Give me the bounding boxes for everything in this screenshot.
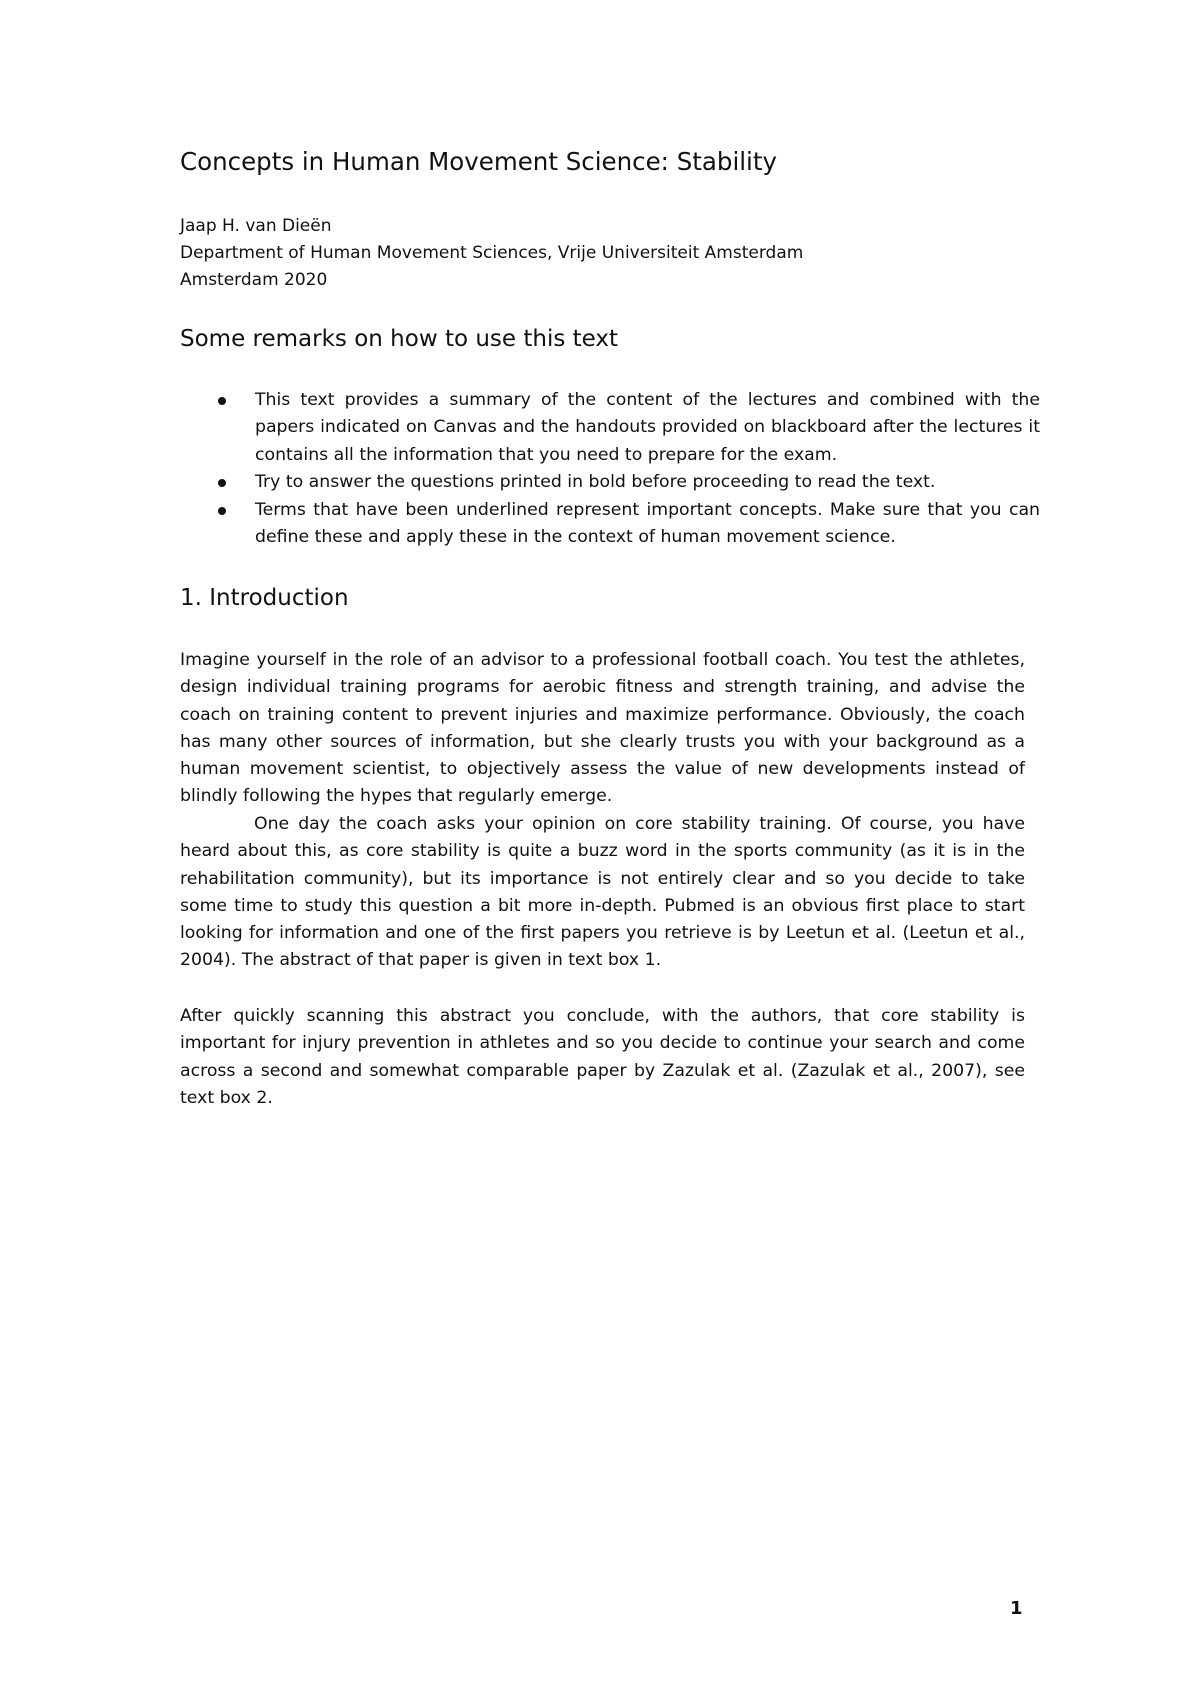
list-item <box>180 497 1040 552</box>
bullet-icon <box>218 397 226 405</box>
bullet-icon <box>218 507 226 515</box>
document-title: Concepts in Human Movement Science: Stability <box>180 147 777 176</box>
page-number: 1 <box>1010 1598 1023 1619</box>
remarks-heading: Some remarks on how to use this text <box>180 326 619 352</box>
intro-paragraph-1: Imagine yourself in the role of an advisor to a professional football coach. You test the athletes, design individual training programs for aerobic fitness and strength training, and advise the coach on training content to prevent injuries and maximize performance. Obviously, the coach has many other sources of information, but she clearly trusts you with your background as a human movement scientist, to objectively assess the value of new developments instead of blindly following the hypes that regularly emerge. <box>180 650 1025 807</box>
affiliation-line: Department of Human Movement Sciences, Vrije Universiteit Amsterdam <box>180 243 804 263</box>
intro-paragraph-2: One day the coach asks your opinion on core stability training. Of course, you have heard about this, as core stability is quite a buzz word in the sports community (as it is in the rehabilitation community), but its importance is not entirely clear and so you decide to take some time to study this question a bit more in-depth. Pubmed is an obvious first place to start looking for information and one of the first papers you retrieve is by Leetun et al. (Leetun et al., 2004). The abstract of that paper is given in text box 1. <box>180 814 1025 971</box>
bullet-text: Terms that have been underlined represent important concepts. Make sure that you can define these and apply these in the context of human movement science. <box>255 499 1040 548</box>
bullet-text: This text provides a summary of the content of the lectures and combined with the papers indicated on Canvas and the handouts provided on blackboard after the lectures it contains all the information that you need to prepare for the exam. <box>255 390 1040 465</box>
bullet-icon <box>218 479 226 487</box>
bullet-text: Try to answer the questions printed in bold before proceeding to read the text. <box>255 472 936 493</box>
introduction-heading: 1. Introduction <box>180 585 349 611</box>
intro-paragraph-3: After quickly scanning this abstract you conclude, with the authors, that core stability is important for injury prevention in athletes and so you decide to continue your search and come across a second and somewhat comparable paper by Zazulak et al. (Zazulak et al., 2007), see text box 2. <box>180 1006 1025 1108</box>
remarks-list <box>180 387 1040 551</box>
author-line: Jaap H. van Dieën <box>180 216 332 236</box>
list-item <box>180 387 1040 469</box>
list-item <box>180 469 1040 496</box>
place-date-line: Amsterdam 2020 <box>180 270 328 290</box>
